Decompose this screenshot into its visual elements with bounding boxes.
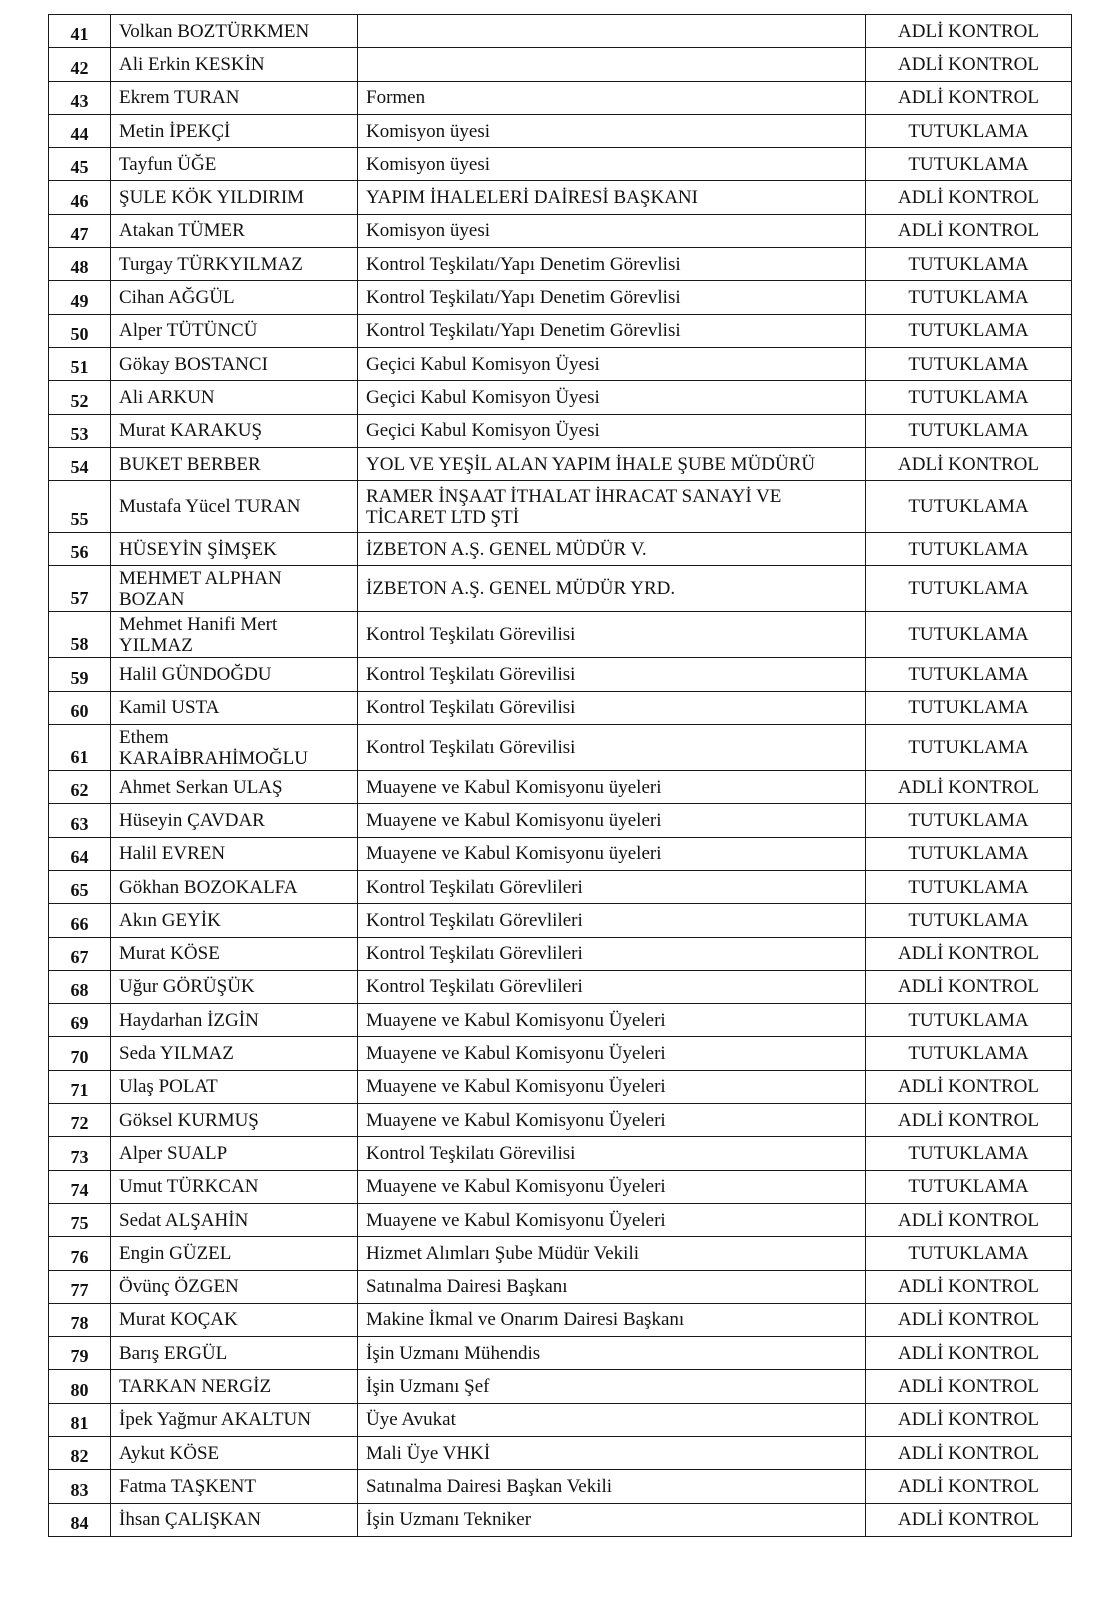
table-row xyxy=(49,1303,1072,1336)
row-number-cell: 52 xyxy=(49,381,111,414)
row-number-cell: 77 xyxy=(49,1270,111,1303)
person-name-cell: Murat KÖSE xyxy=(111,937,358,970)
row-number-cell: 79 xyxy=(49,1337,111,1370)
person-name-cell: Fatma TAŞKENT xyxy=(111,1470,358,1503)
table-row xyxy=(49,691,1072,724)
position-cell: Kontrol Teşkilatı Görevlileri xyxy=(358,904,866,937)
person-name-cell: İpek Yağmur AKALTUN xyxy=(111,1403,358,1436)
position-cell xyxy=(358,48,866,81)
person-name-cell: Halil EVREN xyxy=(111,837,358,870)
table-body xyxy=(49,15,1072,1537)
row-number-cell: 61 xyxy=(49,725,111,771)
row-number-cell: 59 xyxy=(49,658,111,691)
table-row xyxy=(49,1137,1072,1170)
table-row xyxy=(49,1370,1072,1403)
position-cell: RAMER İNŞAAT İTHALAT İHRACAT SANAYİ VE TİCARET LTD ŞTİ xyxy=(358,481,866,533)
decision-status-cell: ADLİ KONTROL xyxy=(866,1270,1072,1303)
position-cell: Üye Avukat xyxy=(358,1403,866,1436)
decision-status-cell: ADLİ KONTROL xyxy=(866,1104,1072,1137)
row-number-cell: 41 xyxy=(49,15,111,48)
table-row xyxy=(49,1004,1072,1037)
table-row xyxy=(49,447,1072,480)
decision-status-cell: TUTUKLAMA xyxy=(866,1037,1072,1070)
table-row xyxy=(49,15,1072,48)
row-number-cell: 43 xyxy=(49,81,111,114)
person-name-cell: ŞULE KÖK YILDIRIM xyxy=(111,181,358,214)
position-cell: Kontrol Teşkilatı/Yapı Denetim Görevlisi xyxy=(358,248,866,281)
table-row xyxy=(49,870,1072,903)
decision-status-cell: TUTUKLAMA xyxy=(866,1170,1072,1203)
person-name-cell: Ethem KARAİBRAHİMOĞLU xyxy=(111,725,358,771)
position-cell: Muayene ve Kabul Komisyonu üyeleri xyxy=(358,804,866,837)
table-row xyxy=(49,1470,1072,1503)
position-cell xyxy=(358,15,866,48)
table-row xyxy=(49,81,1072,114)
position-cell: Muayene ve Kabul Komisyonu Üyeleri xyxy=(358,1170,866,1203)
row-number-cell: 78 xyxy=(49,1303,111,1336)
decision-status-cell: ADLİ KONTROL xyxy=(866,1203,1072,1236)
decision-status-cell: TUTUKLAMA xyxy=(866,114,1072,147)
position-cell: Muayene ve Kabul Komisyonu Üyeleri xyxy=(358,1070,866,1103)
position-cell: Komisyon üyesi xyxy=(358,114,866,147)
position-cell: Muayene ve Kabul Komisyonu Üyeleri xyxy=(358,1037,866,1070)
person-name-cell: Tayfun ÜĞE xyxy=(111,148,358,181)
table-row xyxy=(49,904,1072,937)
table-row xyxy=(49,1270,1072,1303)
row-number-cell: 44 xyxy=(49,114,111,147)
table-row xyxy=(49,1203,1072,1236)
decision-status-cell: TUTUKLAMA xyxy=(866,904,1072,937)
person-name-cell: Kamil USTA xyxy=(111,691,358,724)
row-number-cell: 48 xyxy=(49,248,111,281)
position-cell: İşin Uzmanı Şef xyxy=(358,1370,866,1403)
person-name-cell: Ali ARKUN xyxy=(111,381,358,414)
row-number-cell: 80 xyxy=(49,1370,111,1403)
decision-status-cell: ADLİ KONTROL xyxy=(866,48,1072,81)
decision-status-cell: ADLİ KONTROL xyxy=(866,970,1072,1003)
decision-status-cell: TUTUKLAMA xyxy=(866,1137,1072,1170)
decision-status-cell: ADLİ KONTROL xyxy=(866,181,1072,214)
position-cell: Makine İkmal ve Onarım Dairesi Başkanı xyxy=(358,1303,866,1336)
decision-status-cell: ADLİ KONTROL xyxy=(866,937,1072,970)
person-name-cell: Aykut KÖSE xyxy=(111,1436,358,1469)
table-row xyxy=(49,612,1072,658)
row-number-cell: 67 xyxy=(49,937,111,970)
position-cell: Kontrol Teşkilatı Görevilisi xyxy=(358,658,866,691)
decision-status-cell: TUTUKLAMA xyxy=(866,566,1072,612)
table-row xyxy=(49,1170,1072,1203)
person-name-cell: Mehmet Hanifi Mert YILMAZ xyxy=(111,612,358,658)
person-name-cell: İhsan ÇALIŞKAN xyxy=(111,1503,358,1536)
person-name-cell: Atakan TÜMER xyxy=(111,214,358,247)
person-name-cell: Barış ERGÜL xyxy=(111,1337,358,1370)
row-number-cell: 55 xyxy=(49,481,111,533)
decision-status-cell: ADLİ KONTROL xyxy=(866,81,1072,114)
row-number-cell: 71 xyxy=(49,1070,111,1103)
person-name-cell: Volkan BOZTÜRKMEN xyxy=(111,15,358,48)
row-number-cell: 47 xyxy=(49,214,111,247)
table-row xyxy=(49,804,1072,837)
decision-status-cell: TUTUKLAMA xyxy=(866,1237,1072,1270)
table-row xyxy=(49,658,1072,691)
position-cell: Kontrol Teşkilatı Görevlileri xyxy=(358,937,866,970)
person-name-cell: Haydarhan İZGİN xyxy=(111,1004,358,1037)
row-number-cell: 84 xyxy=(49,1503,111,1536)
position-cell: Hizmet Alımları Şube Müdür Vekili xyxy=(358,1237,866,1270)
person-name-cell: Ulaş POLAT xyxy=(111,1070,358,1103)
table-row xyxy=(49,1403,1072,1436)
decision-status-cell: TUTUKLAMA xyxy=(866,725,1072,771)
decision-status-cell: TUTUKLAMA xyxy=(866,314,1072,347)
table-row xyxy=(49,970,1072,1003)
person-name-cell: Alper SUALP xyxy=(111,1137,358,1170)
decision-status-cell: ADLİ KONTROL xyxy=(866,1303,1072,1336)
person-name-cell: Engin GÜZEL xyxy=(111,1237,358,1270)
person-name-cell: Halil GÜNDOĞDU xyxy=(111,658,358,691)
table-row xyxy=(49,566,1072,612)
table-row xyxy=(49,248,1072,281)
decision-status-cell: TUTUKLAMA xyxy=(866,870,1072,903)
position-cell: Muayene ve Kabul Komisyonu üyeleri xyxy=(358,771,866,804)
row-number-cell: 63 xyxy=(49,804,111,837)
decision-status-cell: TUTUKLAMA xyxy=(866,148,1072,181)
row-number-cell: 46 xyxy=(49,181,111,214)
table-row xyxy=(49,1503,1072,1536)
row-number-cell: 65 xyxy=(49,870,111,903)
position-cell: İşin Uzmanı Tekniker xyxy=(358,1503,866,1536)
table-row xyxy=(49,837,1072,870)
position-cell: Mali Üye VHKİ xyxy=(358,1436,866,1469)
position-cell: YAPIM İHALELERİ DAİRESİ BAŞKANI xyxy=(358,181,866,214)
position-cell: Muayene ve Kabul Komisyonu Üyeleri xyxy=(358,1004,866,1037)
row-number-cell: 49 xyxy=(49,281,111,314)
person-name-cell: Cihan AĞGÜL xyxy=(111,281,358,314)
row-number-cell: 75 xyxy=(49,1203,111,1236)
table-row xyxy=(49,937,1072,970)
position-cell: Kontrol Teşkilatı/Yapı Denetim Görevlisi xyxy=(358,314,866,347)
position-cell: Formen xyxy=(358,81,866,114)
table-row xyxy=(49,414,1072,447)
row-number-cell: 57 xyxy=(49,566,111,612)
table-row xyxy=(49,48,1072,81)
decision-status-cell: TUTUKLAMA xyxy=(866,381,1072,414)
row-number-cell: 70 xyxy=(49,1037,111,1070)
row-number-cell: 83 xyxy=(49,1470,111,1503)
person-name-cell: Gökay BOSTANCI xyxy=(111,347,358,380)
decision-status-cell: TUTUKLAMA xyxy=(866,837,1072,870)
decision-status-cell: TUTUKLAMA xyxy=(866,658,1072,691)
table-row xyxy=(49,114,1072,147)
table-row xyxy=(49,281,1072,314)
person-name-cell: Umut TÜRKCAN xyxy=(111,1170,358,1203)
row-number-cell: 58 xyxy=(49,612,111,658)
person-name-cell: Murat KOÇAK xyxy=(111,1303,358,1336)
row-number-cell: 82 xyxy=(49,1436,111,1469)
person-name-cell: Hüseyin ÇAVDAR xyxy=(111,804,358,837)
row-number-cell: 81 xyxy=(49,1403,111,1436)
decision-status-cell: TUTUKLAMA xyxy=(866,481,1072,533)
person-name-cell: Turgay TÜRKYILMAZ xyxy=(111,248,358,281)
position-cell: Kontrol Teşkilatı Görevilisi xyxy=(358,725,866,771)
position-cell: Geçici Kabul Komisyon Üyesi xyxy=(358,414,866,447)
row-number-cell: 72 xyxy=(49,1104,111,1137)
row-number-cell: 66 xyxy=(49,904,111,937)
decision-status-cell: ADLİ KONTROL xyxy=(866,1370,1072,1403)
row-number-cell: 45 xyxy=(49,148,111,181)
person-name-cell: Göksel KURMUŞ xyxy=(111,1104,358,1137)
table-row xyxy=(49,533,1072,566)
row-number-cell: 42 xyxy=(49,48,111,81)
position-cell: İZBETON A.Ş. GENEL MÜDÜR V. xyxy=(358,533,866,566)
row-number-cell: 74 xyxy=(49,1170,111,1203)
person-name-cell: Ali Erkin KESKİN xyxy=(111,48,358,81)
person-name-cell: TARKAN NERGİZ xyxy=(111,1370,358,1403)
decision-status-cell: ADLİ KONTROL xyxy=(866,15,1072,48)
person-name-cell: Seda YILMAZ xyxy=(111,1037,358,1070)
person-name-cell: Alper TÜTÜNCÜ xyxy=(111,314,358,347)
position-cell: Satınalma Dairesi Başkan Vekili xyxy=(358,1470,866,1503)
position-cell: Komisyon üyesi xyxy=(358,214,866,247)
person-name-cell: Ahmet Serkan ULAŞ xyxy=(111,771,358,804)
decision-status-cell: ADLİ KONTROL xyxy=(866,1470,1072,1503)
decision-status-cell: ADLİ KONTROL xyxy=(866,447,1072,480)
decision-status-cell: TUTUKLAMA xyxy=(866,1004,1072,1037)
row-number-cell: 50 xyxy=(49,314,111,347)
position-cell: Kontrol Teşkilatı Görevlileri xyxy=(358,970,866,1003)
decision-status-cell: TUTUKLAMA xyxy=(866,804,1072,837)
person-name-cell: Uğur GÖRÜŞÜK xyxy=(111,970,358,1003)
position-cell: Muayene ve Kabul Komisyonu Üyeleri xyxy=(358,1104,866,1137)
person-name-cell: Akın GEYİK xyxy=(111,904,358,937)
table-row xyxy=(49,148,1072,181)
person-name-cell: Sedat ALŞAHİN xyxy=(111,1203,358,1236)
table-row xyxy=(49,214,1072,247)
position-cell: Muayene ve Kabul Komisyonu üyeleri xyxy=(358,837,866,870)
person-name-cell: MEHMET ALPHAN BOZAN xyxy=(111,566,358,612)
position-cell: Geçici Kabul Komisyon Üyesi xyxy=(358,381,866,414)
row-number-cell: 53 xyxy=(49,414,111,447)
person-name-cell: Metin İPEKÇİ xyxy=(111,114,358,147)
table-row xyxy=(49,725,1072,771)
decision-status-cell: TUTUKLAMA xyxy=(866,414,1072,447)
position-cell: Kontrol Teşkilatı Görevilisi xyxy=(358,1137,866,1170)
position-cell: Kontrol Teşkilatı/Yapı Denetim Görevlisi xyxy=(358,281,866,314)
position-cell: İşin Uzmanı Mühendis xyxy=(358,1337,866,1370)
table-row xyxy=(49,1037,1072,1070)
decision-status-cell: ADLİ KONTROL xyxy=(866,1403,1072,1436)
decision-status-cell: TUTUKLAMA xyxy=(866,281,1072,314)
decision-status-cell: TUTUKLAMA xyxy=(866,248,1072,281)
table-row xyxy=(49,1104,1072,1137)
row-number-cell: 76 xyxy=(49,1237,111,1270)
position-cell: Muayene ve Kabul Komisyonu Üyeleri xyxy=(358,1203,866,1236)
row-number-cell: 56 xyxy=(49,533,111,566)
table-row xyxy=(49,1070,1072,1103)
row-number-cell: 64 xyxy=(49,837,111,870)
row-number-cell: 69 xyxy=(49,1004,111,1037)
person-name-cell: Murat KARAKUŞ xyxy=(111,414,358,447)
row-number-cell: 68 xyxy=(49,970,111,1003)
decision-status-cell: TUTUKLAMA xyxy=(866,612,1072,658)
decision-status-cell: ADLİ KONTROL xyxy=(866,214,1072,247)
decision-status-cell: ADLİ KONTROL xyxy=(866,1503,1072,1536)
position-cell: Geçici Kabul Komisyon Üyesi xyxy=(358,347,866,380)
decision-status-cell: ADLİ KONTROL xyxy=(866,1436,1072,1469)
person-name-cell: HÜSEYİN ŞİMŞEK xyxy=(111,533,358,566)
position-cell: YOL VE YEŞİL ALAN YAPIM İHALE ŞUBE MÜDÜRÜ xyxy=(358,447,866,480)
person-name-cell: Gökhan BOZOKALFA xyxy=(111,870,358,903)
table-row xyxy=(49,771,1072,804)
row-number-cell: 51 xyxy=(49,347,111,380)
position-cell: Kontrol Teşkilatı Görevilisi xyxy=(358,612,866,658)
table-row xyxy=(49,381,1072,414)
person-name-cell: Övünç ÖZGEN xyxy=(111,1270,358,1303)
position-cell: Kontrol Teşkilatı Görevilisi xyxy=(358,691,866,724)
decision-status-cell: TUTUKLAMA xyxy=(866,691,1072,724)
row-number-cell: 54 xyxy=(49,447,111,480)
person-name-cell: Ekrem TURAN xyxy=(111,81,358,114)
decision-status-cell: TUTUKLAMA xyxy=(866,533,1072,566)
table-row xyxy=(49,347,1072,380)
position-cell: İZBETON A.Ş. GENEL MÜDÜR YRD. xyxy=(358,566,866,612)
table-row xyxy=(49,1337,1072,1370)
row-number-cell: 62 xyxy=(49,771,111,804)
position-cell: Satınalma Dairesi Başkanı xyxy=(358,1270,866,1303)
table-row xyxy=(49,481,1072,533)
person-name-cell: BUKET BERBER xyxy=(111,447,358,480)
decision-status-cell: ADLİ KONTROL xyxy=(866,771,1072,804)
table-row xyxy=(49,1436,1072,1469)
table-row xyxy=(49,314,1072,347)
position-cell: Kontrol Teşkilatı Görevlileri xyxy=(358,870,866,903)
position-cell: Komisyon üyesi xyxy=(358,148,866,181)
table-row xyxy=(49,181,1072,214)
decision-status-cell: ADLİ KONTROL xyxy=(866,1337,1072,1370)
detention-list-table xyxy=(48,14,1072,1537)
person-name-cell: Mustafa Yücel TURAN xyxy=(111,481,358,533)
table-row xyxy=(49,1237,1072,1270)
decision-status-cell: ADLİ KONTROL xyxy=(866,1070,1072,1103)
decision-status-cell: TUTUKLAMA xyxy=(866,347,1072,380)
row-number-cell: 60 xyxy=(49,691,111,724)
row-number-cell: 73 xyxy=(49,1137,111,1170)
